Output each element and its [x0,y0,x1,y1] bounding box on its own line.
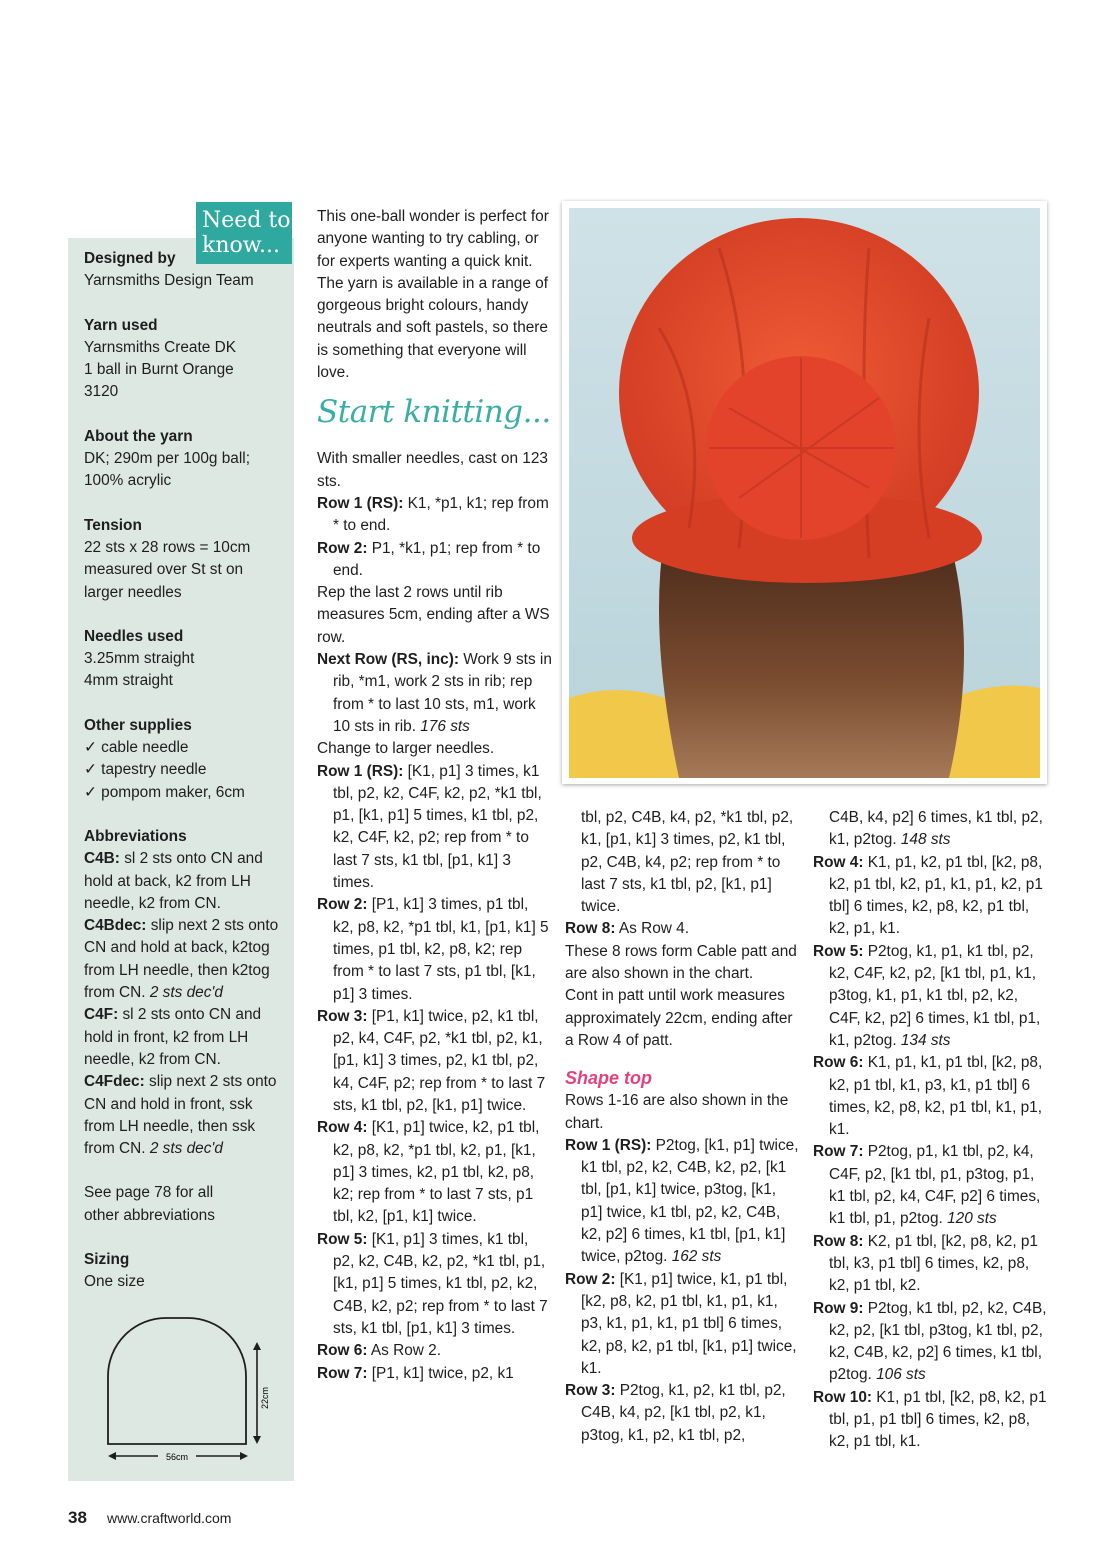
pattern-row [813,1052,1049,1141]
width-arrow-head-left [108,1452,116,1460]
yarn-used-section [84,315,284,404]
pattern-row [317,1340,553,1362]
pattern-row [317,1363,553,1385]
needles-line: 4mm straight [84,672,173,690]
pattern-row [813,1141,1049,1230]
row-label: Row 5: [813,942,864,960]
row-text: K1, p1, k1, p1 tbl, [k2, p8, k2, p1 tbl, k1, p3, k1, p1 tbl] 6 times, k2, p8, k2, p1 tbl, k1, p1, k1. [829,1054,1043,1139]
abbreviations-heading: Abbreviations [84,827,187,845]
supplies-section [84,715,284,804]
pattern-row [317,761,553,895]
row-label: Row 1 (RS): [317,494,404,512]
repeat-text: Rep the last 2 rows until rib measures 5cm, ending after a WS row. [317,584,550,646]
shape-top-heading: Shape top [565,1068,653,1089]
abbr-text: sl 2 sts onto CN and hold at back, k2 from LH needle, k2 from CN. [84,850,263,912]
abbr-text: sl 2 sts onto CN and hold in front, k2 from LH needle, k2 from CN. [84,1006,262,1068]
row-text: P2tog, p1, k1 tbl, p2, k4, C4F, p2, [k1 tbl, p1, p3tog, p1, k1 tbl, p2, k4, C4F, p2] 6 times, k1 tbl, p1, p2tog. [829,1143,1041,1228]
row-text: Work 9 sts in rib, *m1, work 2 sts in rib; rep from * to last 10 sts, m1, work 10 sts in rib. [333,651,552,735]
cable-form-text: These 8 rows form Cable patt and are also shown in the chart. [565,942,797,983]
row-label: Row 8: [565,920,616,938]
row-label: Row 4: [317,1119,368,1137]
row-text: [P1, k1] 3 times, p1 tbl, k2, p8, k2, *p1 tbl, k1, [p1, k1] 5 times, p1 tbl, k2, p8, k2; rep from * to last 7 sts, p1 tbl, [k1, p1] 3 times. [333,896,549,1003]
pattern-row [317,649,553,738]
row-label: Next Row (RS, inc): [317,651,459,669]
needles-heading: Needles used [84,627,184,645]
row-text: P2tog, k1, p2, k1 tbl, p2, C4B, k4, p2, [k1 tbl, p2, k1, p3tog, k1, p2, k1 tbl, p2, [581,1382,786,1444]
height-arrow-head-up [253,1342,261,1350]
hat-outline [108,1318,246,1444]
row-text: As Row 2. [367,1342,442,1360]
row-text: P1, *k1, p1; rep from * to end. [333,539,541,579]
row-text: P2tog, k1, p1, k1 tbl, p2, k2, C4F, k2, p2, [k1 tbl, p1, k1, p3tog, k1, p1, k1 tbl, p2, k2, C4F, k2, p2] 6 times, k1 tbl, p1, k1, p2tog. [829,942,1041,1049]
badge-line-2: know... [202,233,280,258]
row-text: P2tog, k1 tbl, p2, k2, C4B, k2, p2, [k1 tbl, p3tog, k1 tbl, p2, k2, C4B, k2, p2] 6 times, k1 tbl, p2tog. [829,1299,1047,1384]
about-yarn-line: 100% acrylic [84,472,172,490]
row-label: Row 2: [317,896,368,914]
sizing-diagram [96,1306,286,1478]
yarn-used-heading: Yarn used [84,316,158,334]
about-yarn-heading: About the yarn [84,427,193,445]
pattern-row [565,1269,801,1380]
designed-by-text: Yarnsmiths Design Team [84,272,254,290]
supplies-line: ✓ tapestry needle [84,761,207,779]
stitch-count: 162 sts [671,1248,722,1266]
row-label: Row 3: [317,1007,368,1025]
row-label: Row 2: [565,1270,616,1288]
about-yarn-section [84,426,284,493]
row-label: Row 1 (RS): [317,762,404,780]
start-knitting-heading: Start knitting... [317,394,551,431]
pattern-row [317,1006,553,1117]
see-page-section [84,1182,284,1227]
sidebar-content [84,248,284,1316]
abbr-term: C4Fdec: [84,1073,145,1091]
tension-line: larger needles [84,583,182,601]
row-text: As Row 4. [615,920,690,938]
page-number: 38 [68,1508,87,1527]
pattern-row [813,1231,1049,1298]
pattern-row [317,1229,553,1340]
supplies-line: ✓ cable needle [84,739,189,757]
abbr-c4fdec [84,1071,284,1160]
row-text: K2, p1 tbl, [k2, p8, k2, p1 tbl, k3, p1 tbl] 6 times, k2, p8, k2, p1 tbl, k2. [829,1232,1038,1295]
pattern-row [317,1117,553,1228]
yarn-used-line: Yarnsmiths Create DK [84,338,236,356]
hat-photo [569,208,1040,778]
row-label: Row 5: [317,1230,368,1248]
designed-by-heading: Designed by [84,250,176,267]
row-text: K1, p1 tbl, [k2, p8, k2, p1 tbl, p1, p1 tbl] 6 times, k2, p8, k2, p1 tbl, k1. [829,1388,1047,1451]
pattern-row [565,918,801,940]
website-url: www.craftworld.com [107,1510,232,1526]
abbr-note: 2 sts dec'd [149,984,223,1002]
pattern-row [565,1380,801,1447]
tension-line: 22 sts x 28 rows = 10cm [84,538,251,556]
stitch-count: 148 sts [900,831,951,849]
sizing-section [84,1249,284,1294]
yarn-used-line: 3120 [84,383,119,401]
abbr-c4f [84,1004,284,1071]
shape-note: Rows 1-16 are also shown in the chart. [565,1092,789,1132]
row-text: [K1, p1] twice, k1, p1 tbl, [k2, p8, k2, p1 tbl, k1, p1, k1, p3, k1, p1, k1, p1 tbl] 6 times, k2, p8, k2, p1 tbl, [k1, p1] twice, k1. [581,1270,797,1377]
row-text: [P1, k1] twice, p2, k1 [367,1364,514,1382]
sizing-heading: Sizing [84,1250,130,1268]
row-text: [K1, p1] twice, k2, p1 tbl, k2, p8, k2, *p1 tbl, k2, p1, [k1, p1] 3 times, k2, p1 tbl, k2, p8, k2; rep from * to last 7 sts, p1 tbl, k2, [p1, k1] twice. [333,1119,540,1226]
pattern-row [813,941,1049,1052]
width-arrow-head-right [240,1452,248,1460]
row-label: Row 8: [813,1232,864,1250]
text-column-3 [813,807,1049,1454]
continue-text: Cont in patt until work measures approximately 22cm, ending after a Row 4 of patt. [565,987,793,1049]
row-text: [P1, k1] twice, p2, k1 tbl, p2, k4, C4F, p2, *k1 tbl, p2, k1, [p1, k1] 3 times, p2, k1 tbl, p2, k4, C4F, p2; rep from * to last 7 sts, k1 tbl, p2, [k1, p1] twice. [333,1007,546,1114]
row-label: Row 1 (RS): [565,1136,652,1154]
row-label: Row 2: [317,539,368,557]
needles-line: 3.25mm straight [84,650,195,668]
row-label: Row 9: [813,1299,864,1317]
row-text: [K1, p1] 3 times, k1 tbl, p2, k2, C4F, k2, p2, *k1 tbl, p1, [k1, p1] 5 times, k1 tbl, p2, k2, C4F, k2, p2; rep from * to last 7 sts, k1 tbl, [p1, k1] 3 times. [333,762,542,892]
about-yarn-line: DK; 290m per 100g ball; [84,450,250,468]
width-label: 56cm [165,1452,189,1462]
supplies-heading: Other supplies [84,716,192,734]
cast-on-text: With smaller needles, cast on 123 sts. [317,450,548,490]
pattern-row [813,1387,1049,1454]
tension-line: measured over St st on [84,561,244,579]
pattern-row [317,538,553,583]
row-text: [K1, p1] 3 times, k1 tbl, p2, k2, C4B, k2, p2, *k1 tbl, p1, [k1, p1] 5 times, k1 tbl, p2, k2, C4B, k2, p2; rep from * to last 7 sts, k1 tbl, [p1, k1] 3 times. [333,1230,548,1337]
stitch-count: 176 sts [420,717,470,735]
row-label: Row 6: [813,1054,864,1072]
see-page-line: other abbreviations [84,1206,215,1224]
stitch-count: 106 sts [876,1366,926,1384]
abbr-c4bdec [84,915,284,1004]
row-text: K1, *p1, k1; rep from * to end. [333,494,549,535]
see-page-line: See page 78 for all [84,1184,214,1202]
row-continuation: tbl, p2, C4B, k4, p2, *k1 tbl, p2, k1, [p1, k1] 3 times, p2, k1 tbl, p2, C4B, k4, p2; rep from * to last 7 sts, k1 tbl, p2, [k1, p1] twice. [581,809,794,916]
height-arrow-head-down [253,1436,261,1444]
tension-section [84,515,284,604]
badge-line-1: Need to [202,208,291,233]
row-label: Row 6: [317,1342,368,1360]
abbr-text: slip next 2 sts onto CN and hold in front, ssk from LH needle, then ssk from CN. [84,1073,277,1158]
stitch-count: 120 sts [947,1210,997,1228]
intro-text: This one-ball wonder is perfect for anyone wanting to try cabling, or for experts wanting a quick knit. The yarn is available in a range of gorgeous bright colours, handy neutrals and soft pastels, so there is something that everyone will love. [317,208,549,382]
pattern-row [317,493,553,538]
row-continuation [813,807,1049,852]
pattern-row [317,894,553,1005]
height-label: 22cm [260,1386,270,1410]
row-label: Row 10: [813,1388,873,1406]
row-label: Row 3: [565,1382,616,1400]
row-text: K1, p1, k2, p1 tbl, [k2, p8, k2, p1 tbl, k2, p1, k1, p1, k2, p1 tbl] 6 times, k2, p8, k2, p1 tbl, k2, p1, k1. [829,853,1043,938]
yarn-used-line: 1 ball in Burnt Orange [84,361,234,379]
designed-by-section [84,248,284,293]
change-needles-text: Change to larger needles. [317,740,495,758]
sizing-text: One size [84,1273,145,1291]
abbr-term: C4F: [84,1006,119,1024]
abbr-text: slip next 2 sts onto CN and hold at back, k2tog from LH needle, then k2tog from CN. [84,917,279,1002]
pattern-row [813,852,1049,941]
abbr-c4b [84,848,284,915]
pattern-row [813,1298,1049,1387]
row-label: Row 7: [317,1364,368,1382]
row-text: C4B, k4, p2] 6 times, k1 tbl, p2, k1, p2tog. [829,809,1043,849]
abbreviations-section [84,826,284,1160]
text-column-2 [565,807,801,1447]
tension-heading: Tension [84,516,142,534]
abbr-note: 2 sts dec'd [149,1140,223,1158]
row-label: Row 7: [813,1143,864,1161]
pattern-row [565,1135,801,1269]
abbr-term: C4Bdec: [84,917,147,935]
text-column-1 [317,206,553,1385]
stitch-count: 134 sts [900,1031,951,1049]
row-label: Row 4: [813,853,864,871]
row-text: P2tog, [k1, p1] twice, k1 tbl, p2, k2, C4B, k2, p2, [k1 tbl, [p1, k1] twice, p3tog, [k1, p1] twice, k1 tbl, p2, k2, C4B, k2, p2] 6 times, k1 tbl, [p1, k1] twice, p2tog. [581,1136,799,1266]
abbr-term: C4B: [84,850,120,868]
supplies-line: ✓ pompom maker, 6cm [84,783,245,801]
needles-section [84,626,284,693]
